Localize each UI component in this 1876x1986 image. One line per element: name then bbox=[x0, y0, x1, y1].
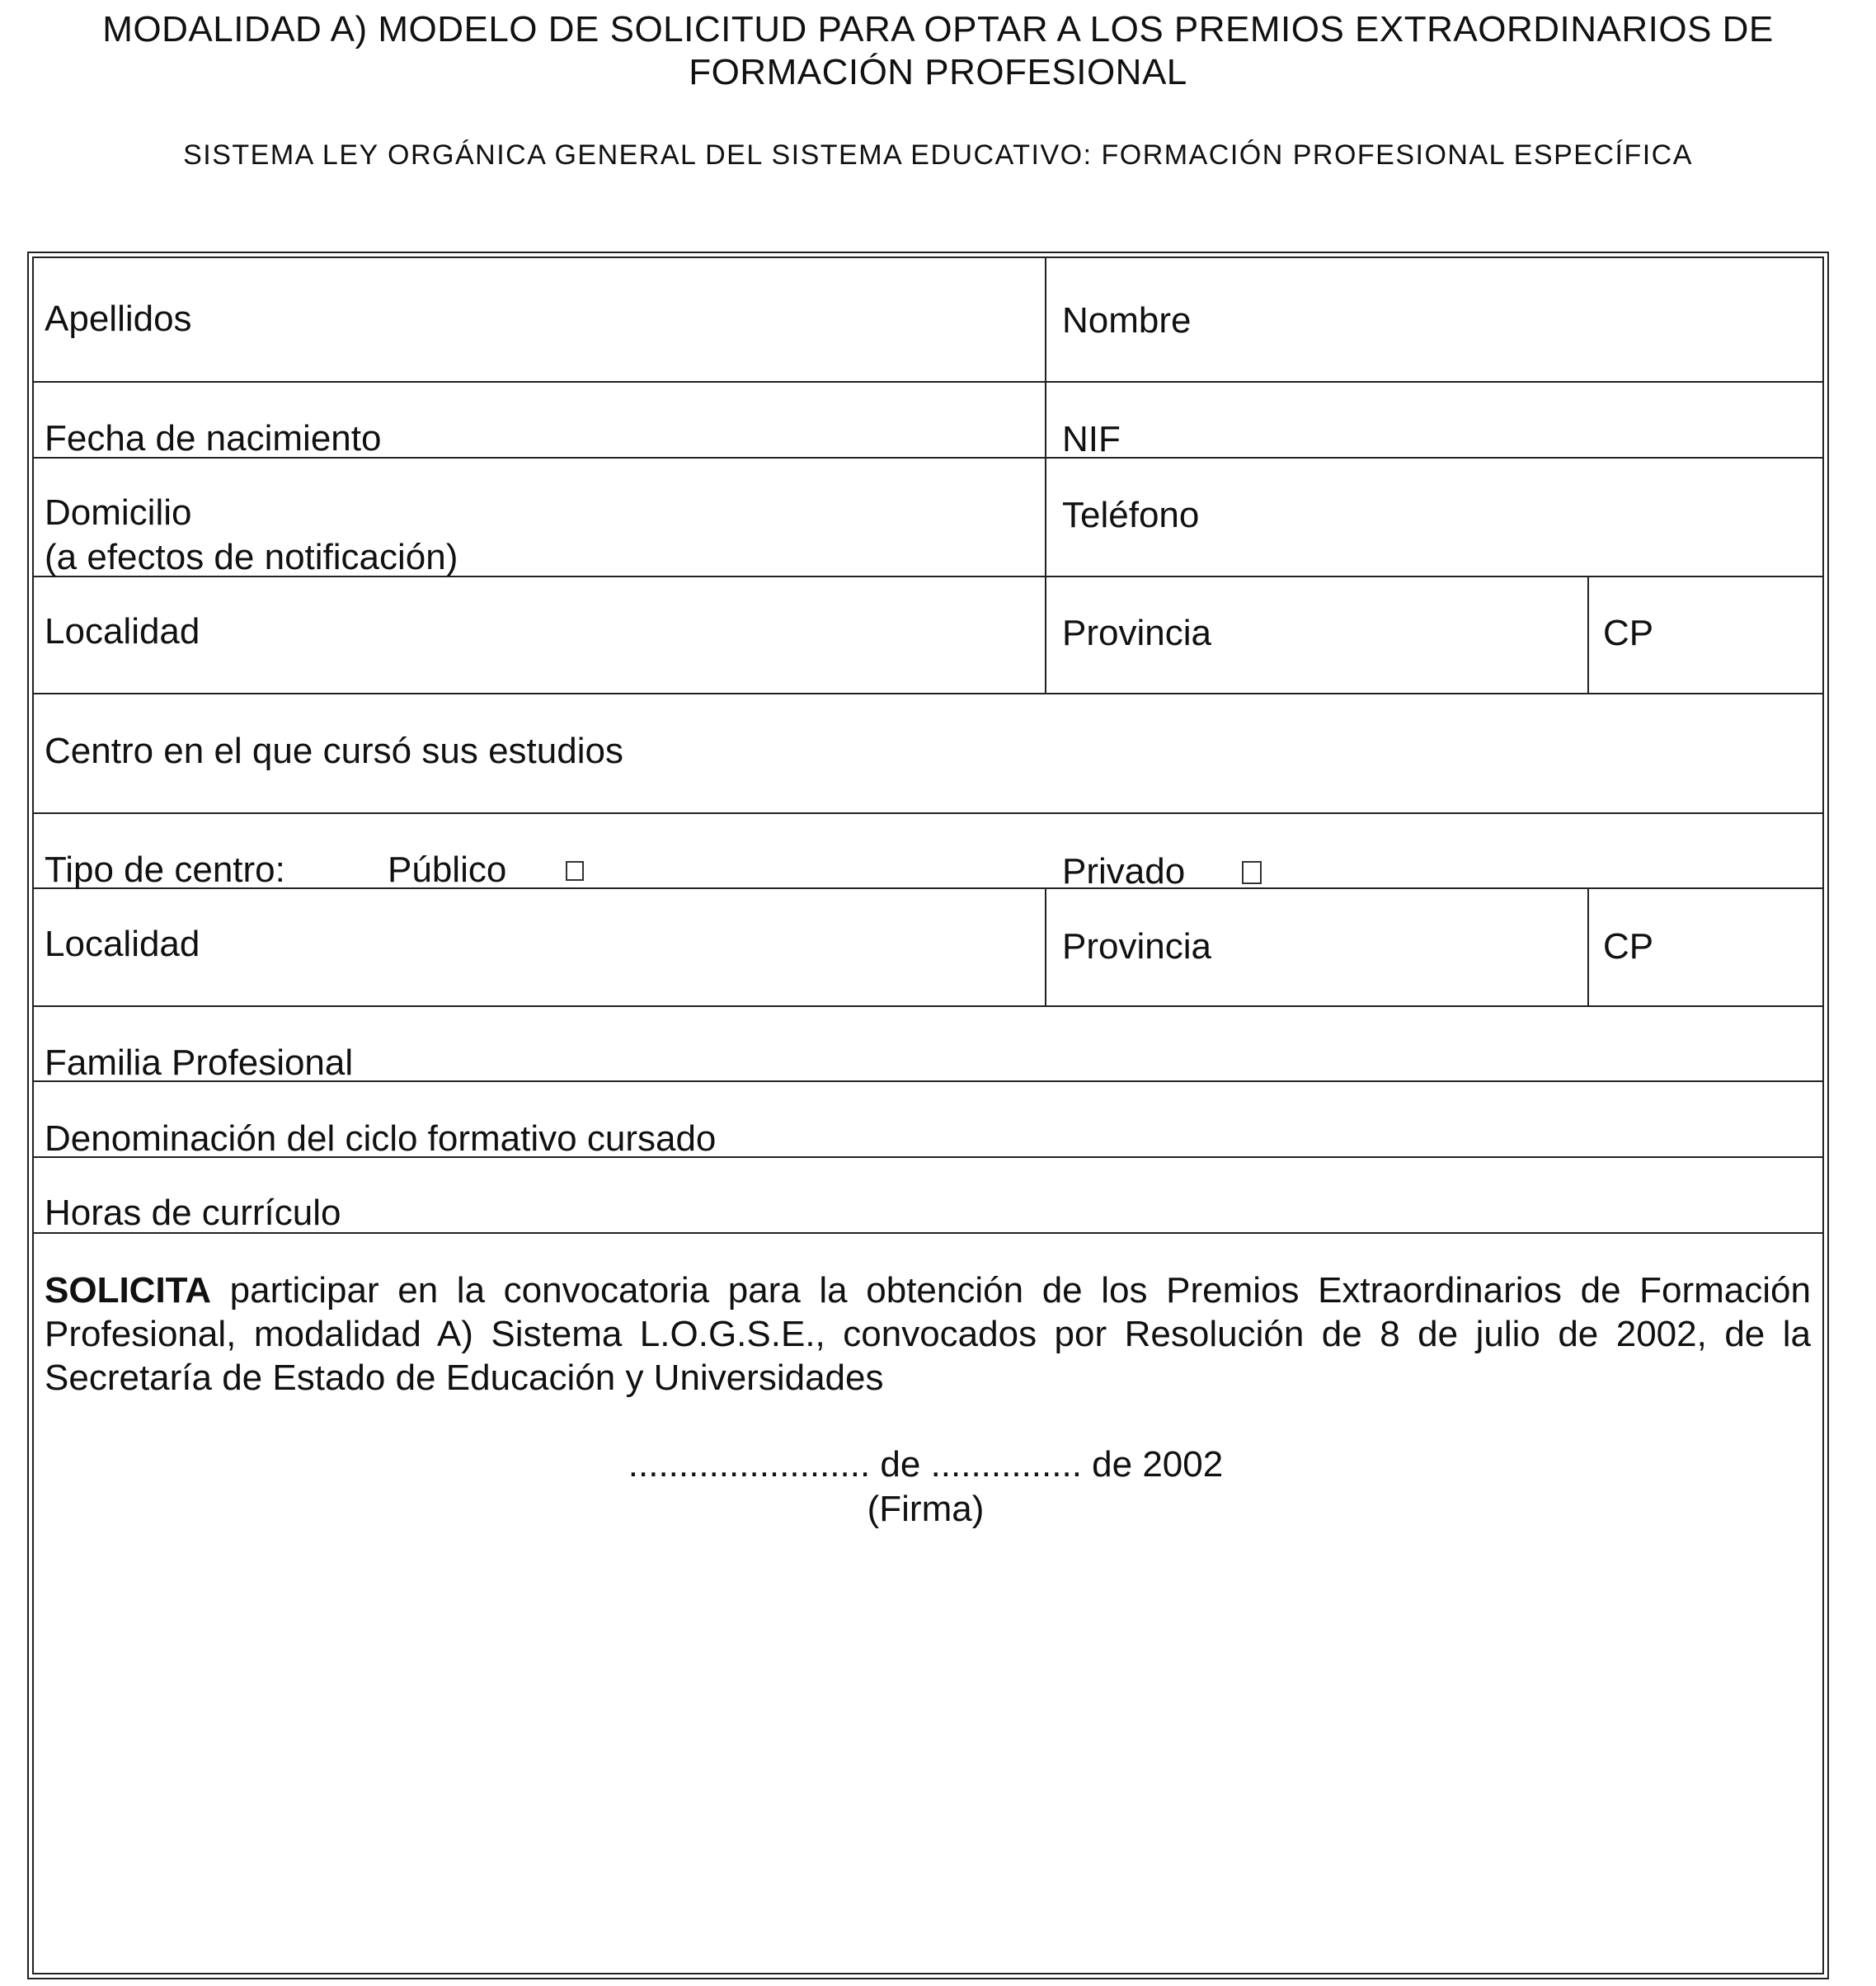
cp-field[interactable]: CP bbox=[1603, 613, 1654, 653]
nif-field[interactable]: NIF bbox=[1062, 419, 1121, 459]
signature-date-line[interactable]: ........................ de ............... de 2002 bbox=[628, 1444, 1224, 1485]
publico-checkbox[interactable] bbox=[566, 861, 584, 881]
ciclo-formativo-field[interactable]: Denominación del ciclo formativo cursado bbox=[45, 1118, 717, 1159]
column-divider bbox=[1045, 576, 1046, 693]
form-title-line-1: MODALIDAD A) MODELO DE SOLICITUD PARA OPTAR A LOS PREMIOS EXTRAORDINARIOS DE bbox=[102, 9, 1774, 49]
telefono-field[interactable]: Teléfono bbox=[1062, 495, 1200, 535]
row-divider bbox=[32, 693, 1824, 694]
provincia-centro-field[interactable]: Provincia bbox=[1062, 926, 1211, 967]
domicilio-note: (a efectos de notificación) bbox=[45, 537, 458, 577]
request-keyword: SOLICITA bbox=[45, 1270, 212, 1311]
centro-estudios-field[interactable]: Centro en el que cursó sus estudios bbox=[45, 731, 623, 771]
provincia-field[interactable]: Provincia bbox=[1062, 613, 1211, 653]
privado-label: Privado bbox=[1062, 851, 1186, 892]
column-divider bbox=[1045, 887, 1046, 1005]
fecha-nacimiento-field[interactable]: Fecha de nacimiento bbox=[45, 418, 382, 459]
cp-centro-field[interactable]: CP bbox=[1603, 926, 1654, 967]
nombre-field[interactable]: Nombre bbox=[1062, 300, 1192, 341]
domicilio-field[interactable]: Domicilio bbox=[45, 492, 192, 533]
row-divider bbox=[32, 1005, 1824, 1007]
familia-profesional-field[interactable]: Familia Profesional bbox=[45, 1042, 354, 1083]
request-text: participar en la convocatoria para la obtención de los Premios Extraordinarios de Formación Profesional, modalidad A) Sistema L.O.G.S.E., convocados por Resolución de 8 de julio de 2002, de la Secretaría de Estado de Educación y Universidades bbox=[45, 1270, 1811, 1398]
localidad-field[interactable]: Localidad bbox=[45, 611, 200, 652]
publico-label: Público bbox=[388, 849, 507, 890]
tipo-centro-label: Tipo de centro: bbox=[45, 849, 285, 890]
column-divider bbox=[1587, 576, 1589, 693]
column-divider bbox=[1045, 256, 1046, 576]
localidad-centro-field[interactable]: Localidad bbox=[45, 924, 200, 964]
form-title-line-2: FORMACIÓN PROFESIONAL bbox=[689, 52, 1187, 92]
row-divider bbox=[32, 381, 1824, 383]
row-divider bbox=[32, 887, 1824, 889]
horas-curriculo-field[interactable]: Horas de currículo bbox=[45, 1193, 341, 1233]
request-paragraph bbox=[45, 1268, 1811, 1400]
apellidos-field[interactable]: Apellidos bbox=[45, 299, 192, 339]
form-subtitle: SISTEMA LEY ORGÁNICA GENERAL DEL SISTEMA EDUCATIVO: FORMACIÓN PROFESIONAL ESPECÍFICA bbox=[183, 139, 1693, 171]
column-divider bbox=[1587, 887, 1589, 1005]
signature-label: (Firma) bbox=[867, 1489, 985, 1529]
form-inner-frame bbox=[32, 256, 1824, 1974]
privado-checkbox[interactable] bbox=[1242, 861, 1262, 884]
row-divider bbox=[32, 812, 1824, 814]
